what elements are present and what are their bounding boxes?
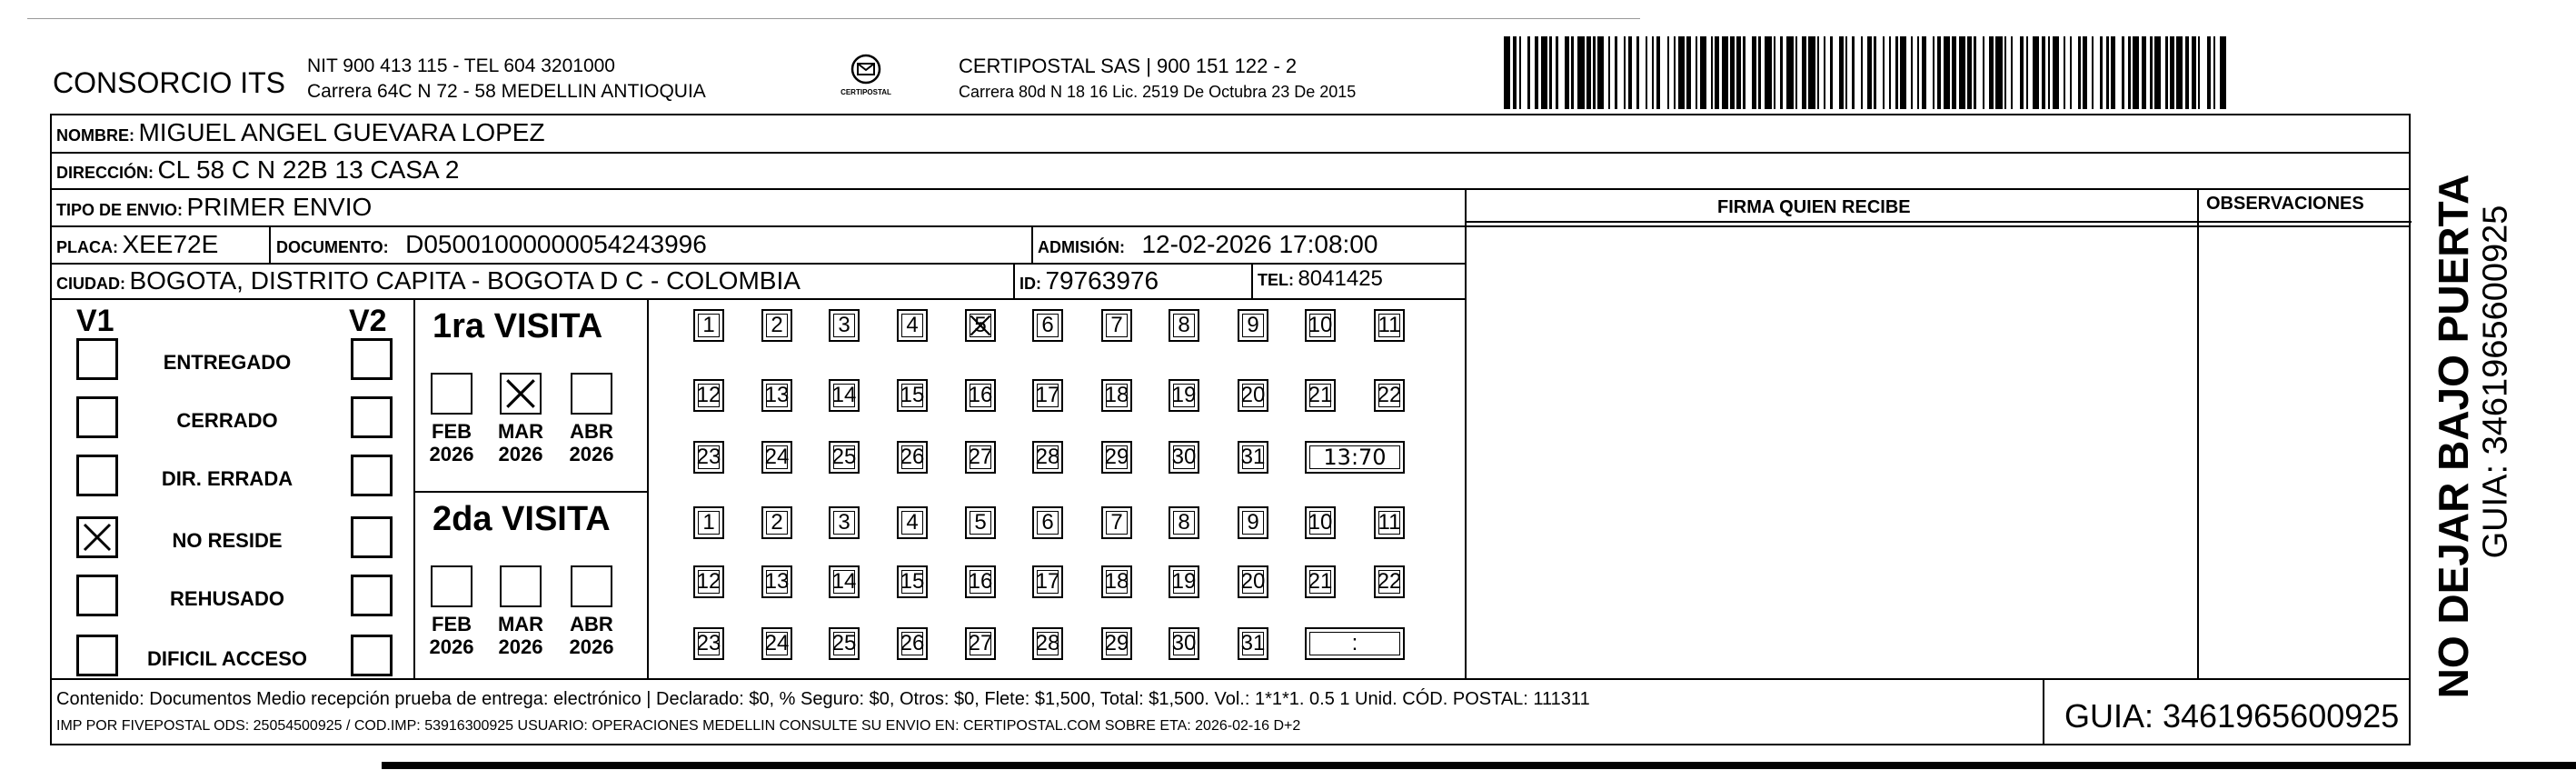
placa-value: XEE72E (122, 230, 219, 258)
day-box[interactable]: 22 (1374, 565, 1405, 598)
day-box[interactable]: 26 (897, 441, 928, 474)
day-box[interactable]: 27 (965, 627, 996, 660)
day-box[interactable]: 12 (693, 565, 724, 598)
documento-row (276, 232, 707, 257)
v1-label: V1 (76, 304, 114, 338)
day-box[interactable]: 2 (761, 309, 792, 342)
status-option-label: NO RESIDE (172, 529, 283, 552)
barcode-bar (1700, 36, 1706, 109)
day-box[interactable]: 26 (897, 627, 928, 660)
day-box[interactable]: 31 (1238, 441, 1268, 474)
v2-checkbox[interactable] (351, 635, 393, 676)
barcode-bar (2115, 36, 2122, 109)
day-box[interactable]: 10 (1305, 309, 1336, 342)
day-box[interactable]: 1 (693, 506, 724, 539)
barcode (1504, 36, 2226, 109)
day-box[interactable]: 8 (1169, 309, 1199, 342)
month-name: MAR (497, 420, 544, 443)
status-option-label: DIFICIL ACCESO (146, 647, 307, 670)
status-option-label: REHUSADO (170, 587, 284, 610)
day-box[interactable]: 17 (1032, 379, 1063, 412)
documento-value: D05001000000054243996 (405, 230, 707, 258)
barcode-bar (1678, 36, 1685, 109)
tipo-row (56, 195, 372, 220)
barcode-bar (1617, 36, 1624, 109)
id-row (1019, 268, 1159, 294)
main-form (50, 114, 2411, 745)
direccion-value: CL 58 C N 22B 13 CASA 2 (157, 155, 460, 184)
month-label (424, 613, 479, 659)
time-box[interactable]: 13:70 (1305, 441, 1405, 474)
admision-label: ADMISIÓN: (1038, 238, 1125, 256)
barcode-bar (1577, 36, 1584, 109)
barcode-bar (2133, 36, 2139, 109)
partner-address: Carrera 80d N 18 16 Lic. 2519 De Octubra 23 De 2015 (959, 83, 1357, 101)
month-checkbox[interactable] (431, 373, 472, 415)
status-option-label: DIR. ERRADA (161, 467, 293, 490)
day-box[interactable]: 16 (965, 565, 996, 598)
v1-checkbox[interactable] (76, 455, 118, 496)
tel-value: 8041425 (1298, 266, 1383, 291)
month-year: 2026 (429, 635, 474, 659)
barcode-bar (1995, 36, 2002, 109)
company-name: CONSORCIO ITS (53, 66, 286, 99)
day-box[interactable]: 27 (965, 441, 996, 474)
footer-guia: GUIA: 3461965600925 (2064, 697, 2400, 735)
admision-row (1038, 232, 1378, 257)
direccion-label: DIRECCIÓN: (56, 164, 154, 182)
day-box[interactable]: 24 (761, 441, 792, 474)
logo-text: CERTIPOSTAL (840, 88, 891, 96)
day-box[interactable]: 15 (897, 379, 928, 412)
firma-label: FIRMA QUIEN RECIBE (1717, 197, 1911, 217)
day-box[interactable]: 23 (693, 441, 724, 474)
barcode-bar (1639, 36, 1646, 109)
day-box[interactable]: 19 (1169, 565, 1199, 598)
v2-checkbox[interactable] (351, 338, 393, 380)
ciudad-value: BOGOTA, DISTRITO CAPITA - BOGOTA D C - COLOMBIA (129, 266, 801, 295)
day-box[interactable]: 24 (761, 627, 792, 660)
barcode-bar (1944, 36, 1950, 109)
barcode-bar (2033, 36, 2039, 109)
top-rule (27, 18, 1640, 19)
day-box[interactable]: 20 (1238, 379, 1268, 412)
time-box[interactable]: : (1305, 627, 1405, 660)
day-box[interactable]: 25 (829, 627, 860, 660)
day-box[interactable]: 1 (693, 309, 724, 342)
month-label (564, 420, 619, 466)
day-box[interactable]: 3 (829, 506, 860, 539)
month-label (424, 420, 479, 466)
month-label (493, 420, 548, 466)
barcode-bar (1976, 36, 1983, 109)
day-box[interactable]: 21 (1305, 565, 1336, 598)
month-label (564, 613, 619, 659)
barcode-bar (1722, 36, 1728, 109)
v2-checkbox[interactable] (351, 516, 393, 558)
day-box[interactable]: 8 (1169, 506, 1199, 539)
barcode-bar (1786, 36, 1793, 109)
day-box[interactable]: 16 (965, 379, 996, 412)
nombre-row (56, 120, 545, 145)
barcode-bar (1558, 36, 1565, 109)
nombre-label: NOMBRE: (56, 126, 134, 145)
day-box[interactable]: 19 (1169, 379, 1199, 412)
barcode-bar (2176, 36, 2183, 109)
day-box[interactable]: 3 (829, 309, 860, 342)
day-box[interactable]: 18 (1101, 379, 1132, 412)
v1-checkbox[interactable] (76, 635, 118, 676)
day-box[interactable]: 4 (897, 309, 928, 342)
barcode-bar (2200, 36, 2206, 109)
day-box[interactable]: 18 (1101, 565, 1132, 598)
barcode-bar (1833, 36, 1839, 109)
status-option-label: CERRADO (176, 409, 278, 432)
day-box[interactable]: 11 (1374, 506, 1405, 539)
month-checkbox[interactable] (571, 373, 612, 415)
day-box[interactable]: 15 (897, 565, 928, 598)
day-box[interactable]: 7 (1101, 309, 1132, 342)
ciudad-row (56, 268, 801, 294)
barcode-bar (2220, 36, 2226, 109)
ciudad-label: CIUDAD: (56, 275, 125, 293)
barcode-bar (2013, 36, 2019, 109)
day-box[interactable]: 29 (1101, 441, 1132, 474)
barcode-bar (2053, 36, 2059, 109)
day-box[interactable]: 23 (693, 627, 724, 660)
v2-checkbox[interactable] (351, 396, 393, 438)
tel-row (1258, 268, 1383, 290)
barcode-bar (1597, 36, 1604, 109)
day-box[interactable]: 9 (1238, 506, 1268, 539)
direccion-row (56, 157, 460, 183)
day-box[interactable]: 7 (1101, 506, 1132, 539)
day-box[interactable]: 31 (1238, 627, 1268, 660)
day-box[interactable]: 12 (693, 379, 724, 412)
barcode-bar (1765, 36, 1771, 109)
day-box[interactable]: 5 (965, 506, 996, 539)
day-box[interactable]: 2 (761, 506, 792, 539)
day-box[interactable]: 13 (761, 379, 792, 412)
barcode-bar (2154, 36, 2161, 109)
month-name: ABR (570, 613, 613, 635)
day-box[interactable]: 14 (829, 379, 860, 412)
barcode-bar (1541, 36, 1547, 109)
observaciones-label: OBSERVACIONES (2206, 194, 2364, 214)
barcode-bar (1926, 36, 1933, 109)
footer-line-2: IMP POR FIVEPOSTAL ODS: 25054500925 / COD.IMP: 53916300925 USUARIO: OPERACIONES MEDELLIN CONSULTE SU ENVIO EN: CERTIPOSTAL.COM SOBRE ETA: 2026-02-16 D+2 (56, 718, 1301, 734)
tel-label: TEL: (1258, 271, 1294, 289)
side-guia: GUIA: 3461965600925 (2476, 205, 2515, 559)
v1-checkbox[interactable] (76, 338, 118, 380)
month-year: 2026 (569, 443, 614, 466)
day-box[interactable]: 28 (1032, 627, 1063, 660)
day-box[interactable]: 20 (1238, 565, 1268, 598)
company-address: Carrera 64C N 72 - 58 MEDELLIN ANTIOQUIA (307, 81, 706, 102)
day-box[interactable]: 13 (761, 565, 792, 598)
barcode-bar (1660, 36, 1666, 109)
day-box[interactable]: 30 (1169, 627, 1199, 660)
tipo-value: PRIMER ENVIO (186, 193, 373, 221)
placa-row (56, 232, 218, 257)
month-label (493, 613, 548, 659)
day-box[interactable]: 9 (1238, 309, 1268, 342)
certipostal-logo (834, 53, 898, 105)
tipo-label: TIPO DE ENVIO: (56, 201, 184, 219)
month-checkbox[interactable] (500, 373, 542, 415)
visit-1-title: 1ra VISITA (433, 307, 603, 345)
bottom-rule (382, 762, 2576, 769)
v2-label: V2 (349, 304, 387, 338)
placa-label: PLACA: (56, 238, 118, 256)
barcode-bar (1808, 36, 1815, 109)
day-box[interactable]: 25 (829, 441, 860, 474)
visit-2-title: 2da VISITA (433, 500, 611, 538)
month-name: FEB (432, 420, 472, 443)
day-box[interactable]: 22 (1374, 379, 1405, 412)
id-value: 79763976 (1045, 266, 1159, 295)
v2-checkbox[interactable] (351, 455, 393, 496)
envelope-icon (848, 53, 884, 85)
day-box[interactable]: 29 (1101, 627, 1132, 660)
month-name: ABR (570, 420, 613, 443)
month-year: 2026 (429, 443, 474, 466)
footer-line-1: Contenido: Documentos Medio recepción prueba de entrega: electrónico | Declarado: $0, % Seguro: $0, Otros: $0, Flete: $1,500, Total: $1,500. Vol.: 1*1*1. 0.5 1 Unid. CÓD. POSTAL: 111311 (56, 689, 1590, 709)
day-box[interactable]: 6 (1032, 309, 1063, 342)
nombre-value: MIGUEL ANGEL GUEVARA LOPEZ (138, 118, 545, 146)
day-box[interactable]: 14 (829, 565, 860, 598)
day-box[interactable]: 10 (1305, 506, 1336, 539)
day-box[interactable]: 28 (1032, 441, 1063, 474)
barcode-bar (1959, 36, 1965, 109)
month-year: 2026 (569, 635, 614, 659)
status-option-label: ENTREGADO (163, 351, 292, 374)
day-box[interactable]: 21 (1305, 379, 1336, 412)
documento-label: DOCUMENTO: (276, 238, 389, 256)
id-label: ID: (1019, 275, 1041, 293)
barcode-bar (1876, 36, 1883, 109)
barcode-bar (1521, 36, 1527, 109)
barcode-bar (2094, 36, 2100, 109)
day-box[interactable]: 30 (1169, 441, 1199, 474)
v1-checkbox[interactable] (76, 516, 118, 558)
partner-line: CERTIPOSTAL SAS | 900 151 122 - 2 (959, 55, 1298, 77)
month-name: FEB (432, 613, 472, 635)
v1-checkbox[interactable] (76, 575, 118, 616)
month-year: 2026 (498, 443, 543, 466)
v1-checkbox[interactable] (76, 396, 118, 438)
v2-checkbox[interactable] (351, 575, 393, 616)
side-warning: NO DEJAR BAJO PUERTA (2430, 174, 2477, 699)
barcode-bar (1900, 36, 1906, 109)
month-checkbox[interactable] (500, 565, 542, 607)
barcode-bar (1746, 36, 1752, 109)
day-box[interactable]: 11 (1374, 309, 1405, 342)
month-year: 2026 (498, 635, 543, 659)
day-box[interactable]: 5 (965, 309, 996, 342)
barcode-bar (1504, 36, 1510, 109)
month-name: MAR (497, 613, 544, 635)
barcode-bar (1855, 36, 1861, 109)
admision-value: 12-02-2026 17:08:00 (1141, 230, 1378, 258)
day-box[interactable]: 6 (1032, 506, 1063, 539)
barcode-bar (2072, 36, 2078, 109)
day-box[interactable]: 4 (897, 506, 928, 539)
company-nit: NIT 900 413 115 - TEL 604 3201000 (307, 55, 615, 76)
month-checkbox[interactable] (571, 565, 612, 607)
day-box[interactable]: 17 (1032, 565, 1063, 598)
month-checkbox[interactable] (431, 565, 472, 607)
